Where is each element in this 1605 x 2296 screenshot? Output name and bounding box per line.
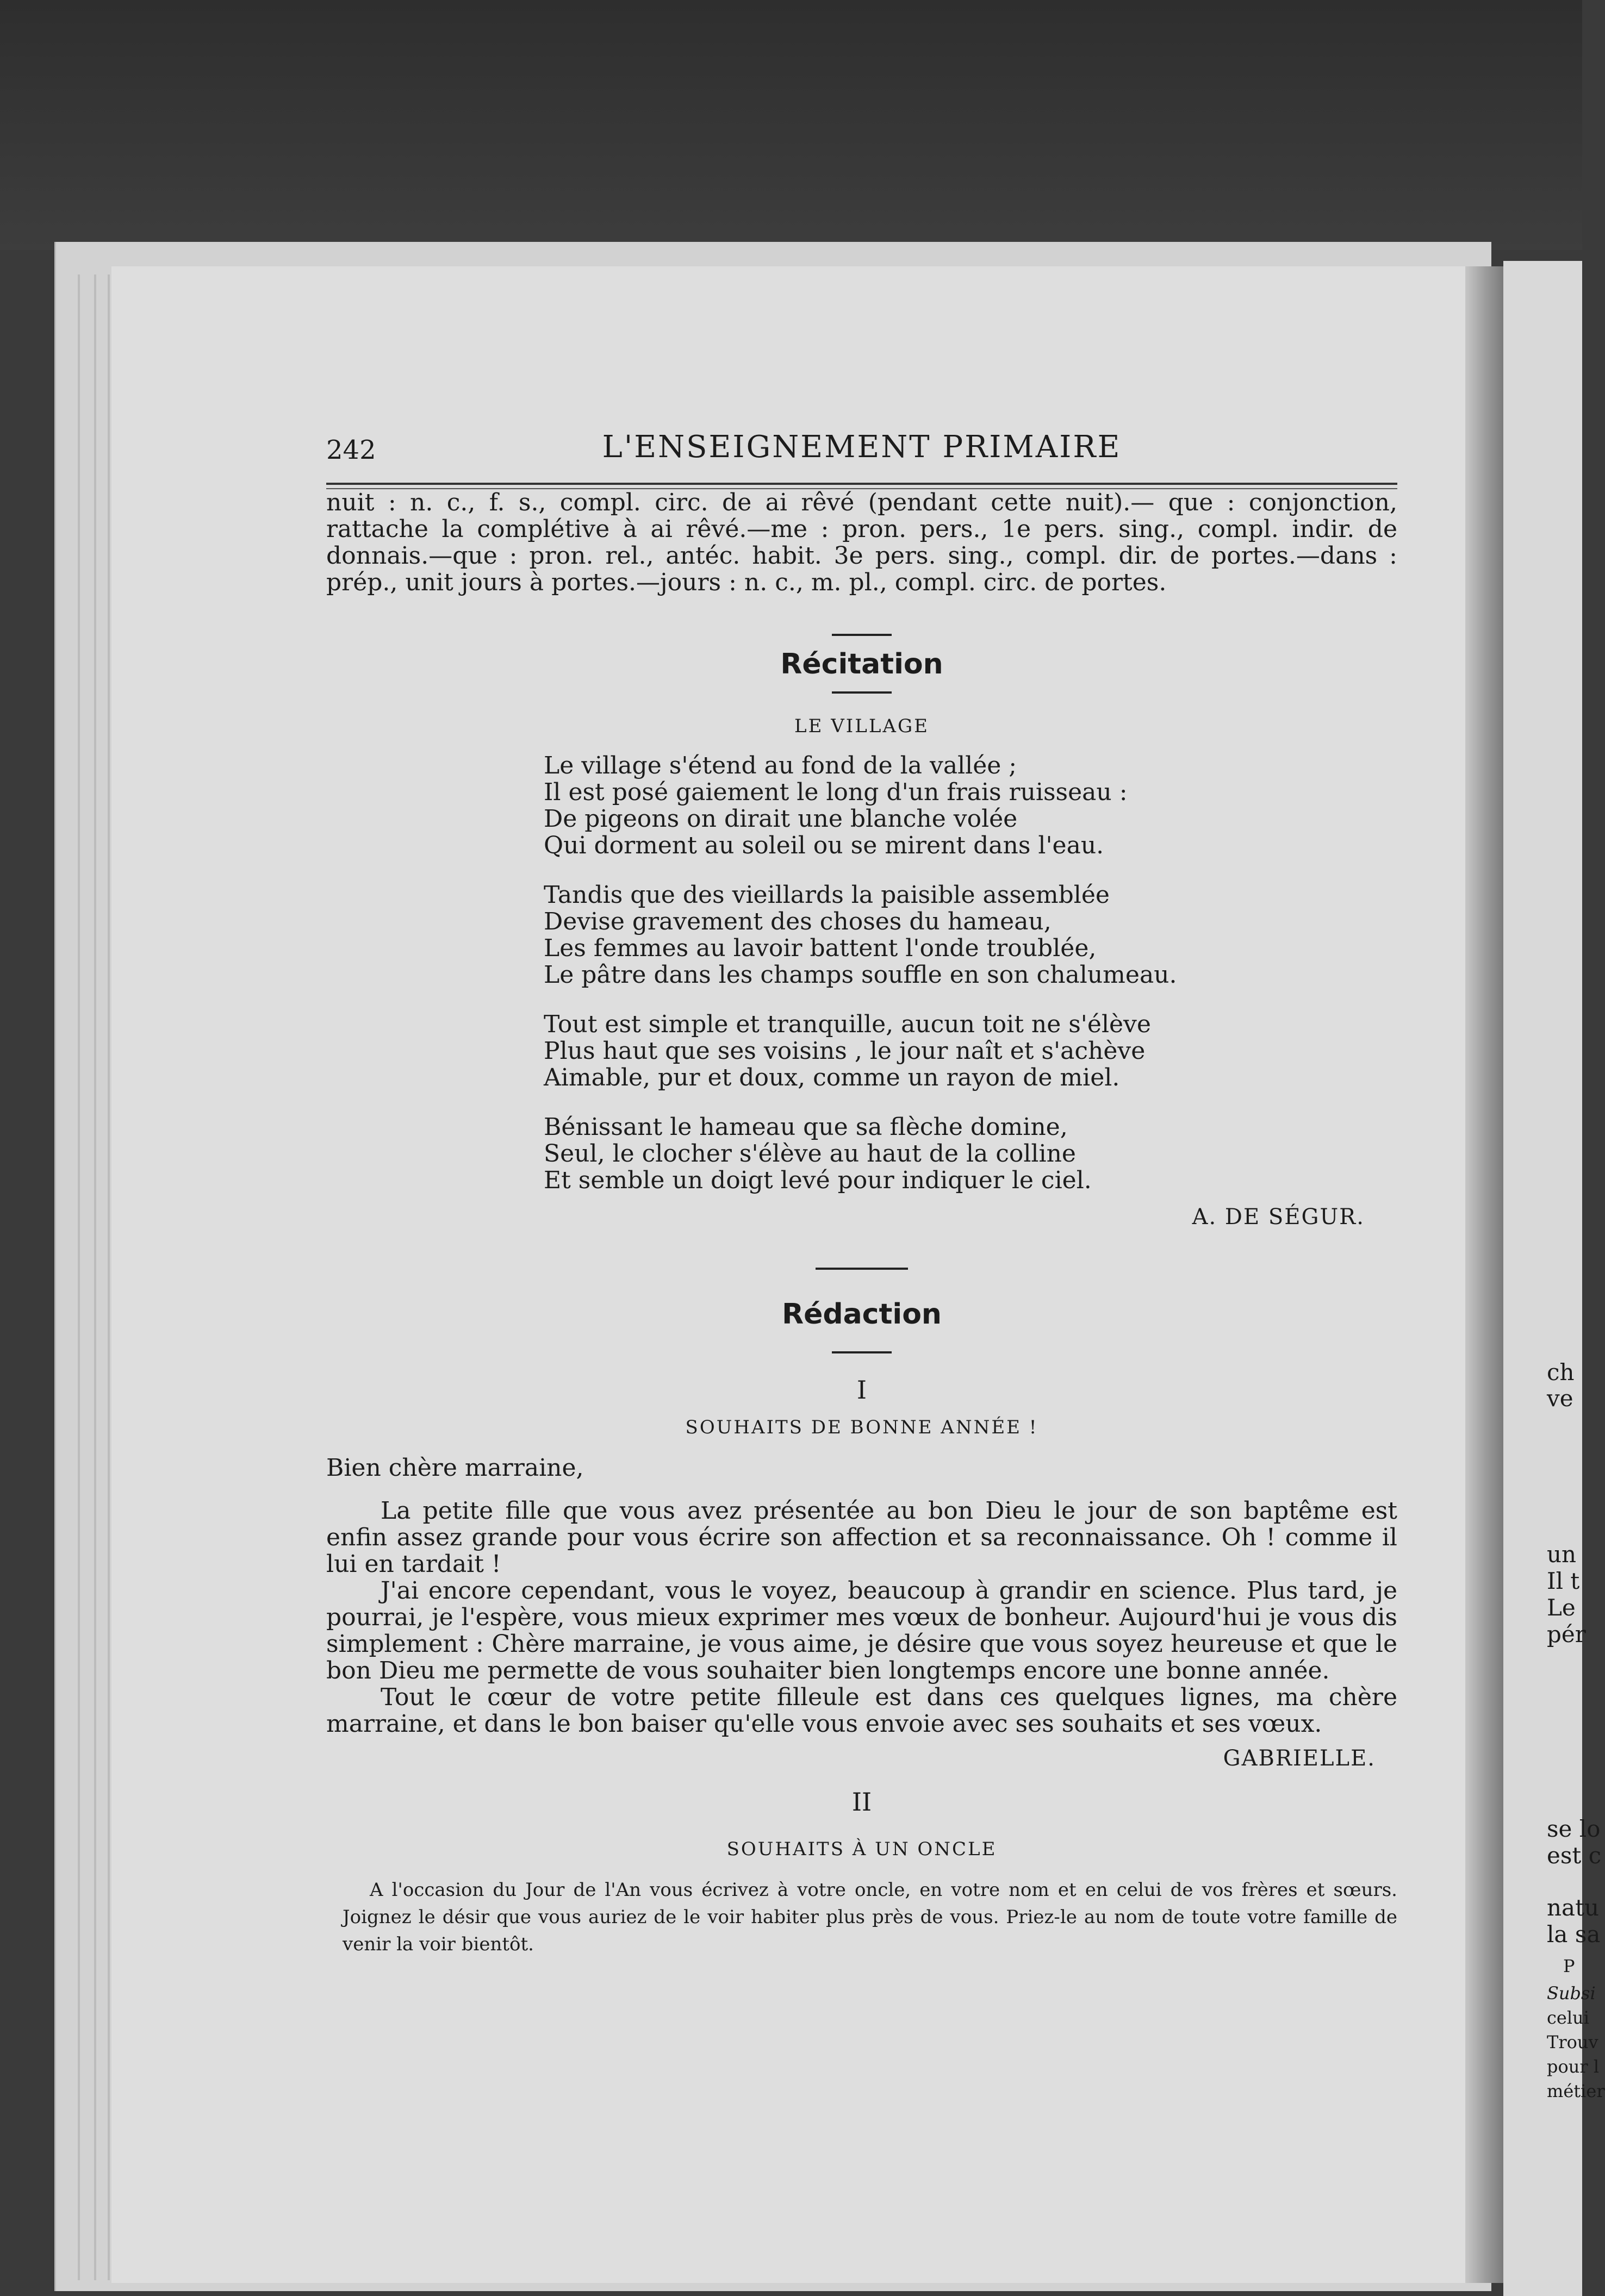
poem-line: Tandis que des vieillards la paisible assemblée [544, 881, 1110, 909]
facing-page-fragment: un [1547, 1541, 1577, 1568]
header-rule [326, 483, 1397, 485]
section-divider [832, 634, 892, 636]
section-divider [816, 1268, 908, 1270]
grammar-note: nuit : n. c., f. s., compl. circ. de ai rêvé (pendant cette nuit).— que : conjonction, rattache la complétive à ai rêvé.—me : pron. pers., 1e pers. sing., compl. indir. de donnais.—que : pron. rel., antéc. habit. 3e pers. sing., compl. dir. de portes.—dans : prép., unit jours à portes.—jours : n. c., m. pl., compl. circ. de portes. [326, 489, 1397, 596]
facing-page-fragment: est c [1547, 1842, 1602, 1869]
facing-page-fragment: Trouv [1547, 2032, 1598, 2052]
poem-line: Qui dorment au soleil ou se mirent dans l'eau. [544, 832, 1104, 859]
letter-salutation: Bien chère marraine, [326, 1454, 584, 1482]
running-header [326, 424, 1397, 478]
poem-line: Devise gravement des choses du hameau, [544, 908, 1052, 935]
facing-page-fragment: celui [1547, 2007, 1589, 2028]
facing-page-fragment: la sa [1547, 1921, 1601, 1948]
redaction-heading: Rédaction [782, 1298, 942, 1331]
facing-page-fragment: Il t [1547, 1568, 1580, 1594]
facing-page-fragment: ve [1547, 1385, 1573, 1412]
book-gutter [1465, 266, 1503, 2283]
poem-line: Il est posé gaiement le long d'un frais ruisseau : [544, 778, 1128, 806]
letter-subtitle: SOUHAITS DE BONNE ANNÉE ! [685, 1417, 1038, 1438]
page-number: 242 [326, 435, 376, 465]
section-divider [832, 1351, 892, 1353]
poem-title: LE VILLAGE [794, 715, 929, 737]
poem-line: Plus haut que ses voisins , le jour naît et s'achève [544, 1037, 1146, 1065]
facing-page-fragment: P [1563, 1956, 1575, 1976]
scanner-backdrop [0, 0, 1582, 250]
page-edge-line [78, 274, 80, 2280]
poem-line: Le pâtre dans les champs souffle en son chalumeau. [544, 961, 1177, 989]
poem-line: Aimable, pur et doux, comme un rayon de miel. [544, 1064, 1120, 1091]
page-edge-line [108, 274, 110, 2280]
exercise-subtitle: SOUHAITS À UN ONCLE [726, 1838, 997, 1860]
poem-line: Le village s'étend au fond de la vallée ; [544, 752, 1017, 779]
part-numeral: II [851, 1787, 872, 1817]
facing-page-fragment: Le [1547, 1594, 1576, 1621]
facing-page [1503, 261, 1605, 2296]
poem-stanza [544, 882, 1397, 988]
poem-line: Et semble un doigt levé pour indiquer le ciel. [544, 1166, 1092, 1194]
poem-stanza [544, 1011, 1397, 1091]
facing-page-fragment: se lo [1547, 1815, 1601, 1842]
letter-paragraph: La petite fille que vous avez présentée au bon Dieu le jour de son baptême est enfin assez grande pour vous écrire son affection et sa reconnaissance. Oh ! comme il lui en tardait ! [326, 1497, 1397, 1578]
facing-page-fragment: pér [1547, 1621, 1586, 1648]
poem [544, 752, 1397, 1194]
page-edge-line [94, 274, 96, 2280]
facing-page-fragment: ch [1547, 1359, 1575, 1386]
poem-line: Les femmes au lavoir battent l'onde troublée, [544, 934, 1097, 962]
facing-page-fragment: Subsi [1547, 1983, 1596, 2004]
running-title: L'ENSEIGNEMENT PRIMAIRE [602, 429, 1122, 465]
poem-line: Tout est simple et tranquille, aucun toit ne s'élève [544, 1010, 1151, 1038]
section-divider [832, 691, 892, 694]
exercise-instruction: A l'occasion du Jour de l'An vous écrivez à votre oncle, en votre nom et en celui de vos frères et sœurs. Joignez le désir que vous auriez de le voir habiter plus près de vous. Priez-le au nom de toute votre famille de venir la voir bientôt. [343, 1879, 1397, 1955]
poem-line: Bénissant le hameau que sa flèche domine, [544, 1113, 1068, 1141]
part-numeral: I [856, 1375, 867, 1405]
poem-stanza [544, 752, 1397, 859]
poem-line: Seul, le clocher s'élève au haut de la colline [544, 1140, 1076, 1168]
recitation-heading: Récitation [780, 648, 943, 681]
page-content [326, 424, 1397, 1976]
poem-line: De pigeons on dirait une blanche volée [544, 805, 1018, 833]
letter-paragraph: Tout le cœur de votre petite filleule est dans ces quelques lignes, ma chère marraine, et dans le bon baiser qu'elle vous envoie avec ses souhaits et ses vœux. [326, 1683, 1397, 1738]
facing-page-fragment: natu [1547, 1894, 1600, 1921]
facing-page-fragment: métier [1547, 2081, 1605, 2101]
poem-author: A. DE SÉGUR. [1192, 1205, 1365, 1230]
letter-paragraph: J'ai encore cependant, vous le voyez, beaucoup à grandir en science. Plus tard, je pourrai, je l'espère, vous mieux exprimer mes vœux de bonheur. Aujourd'hui je vous dis simplement : Chère marraine, je vous aime, je désire que vous soyez heureuse et que le bon Dieu me permette de vous souhaiter bien longtemps encore une bonne année. [326, 1577, 1397, 1684]
facing-page-fragment: pour l [1547, 2056, 1600, 2077]
poem-stanza [544, 1114, 1397, 1194]
letter-signature: GABRIELLE. [1223, 1746, 1376, 1771]
